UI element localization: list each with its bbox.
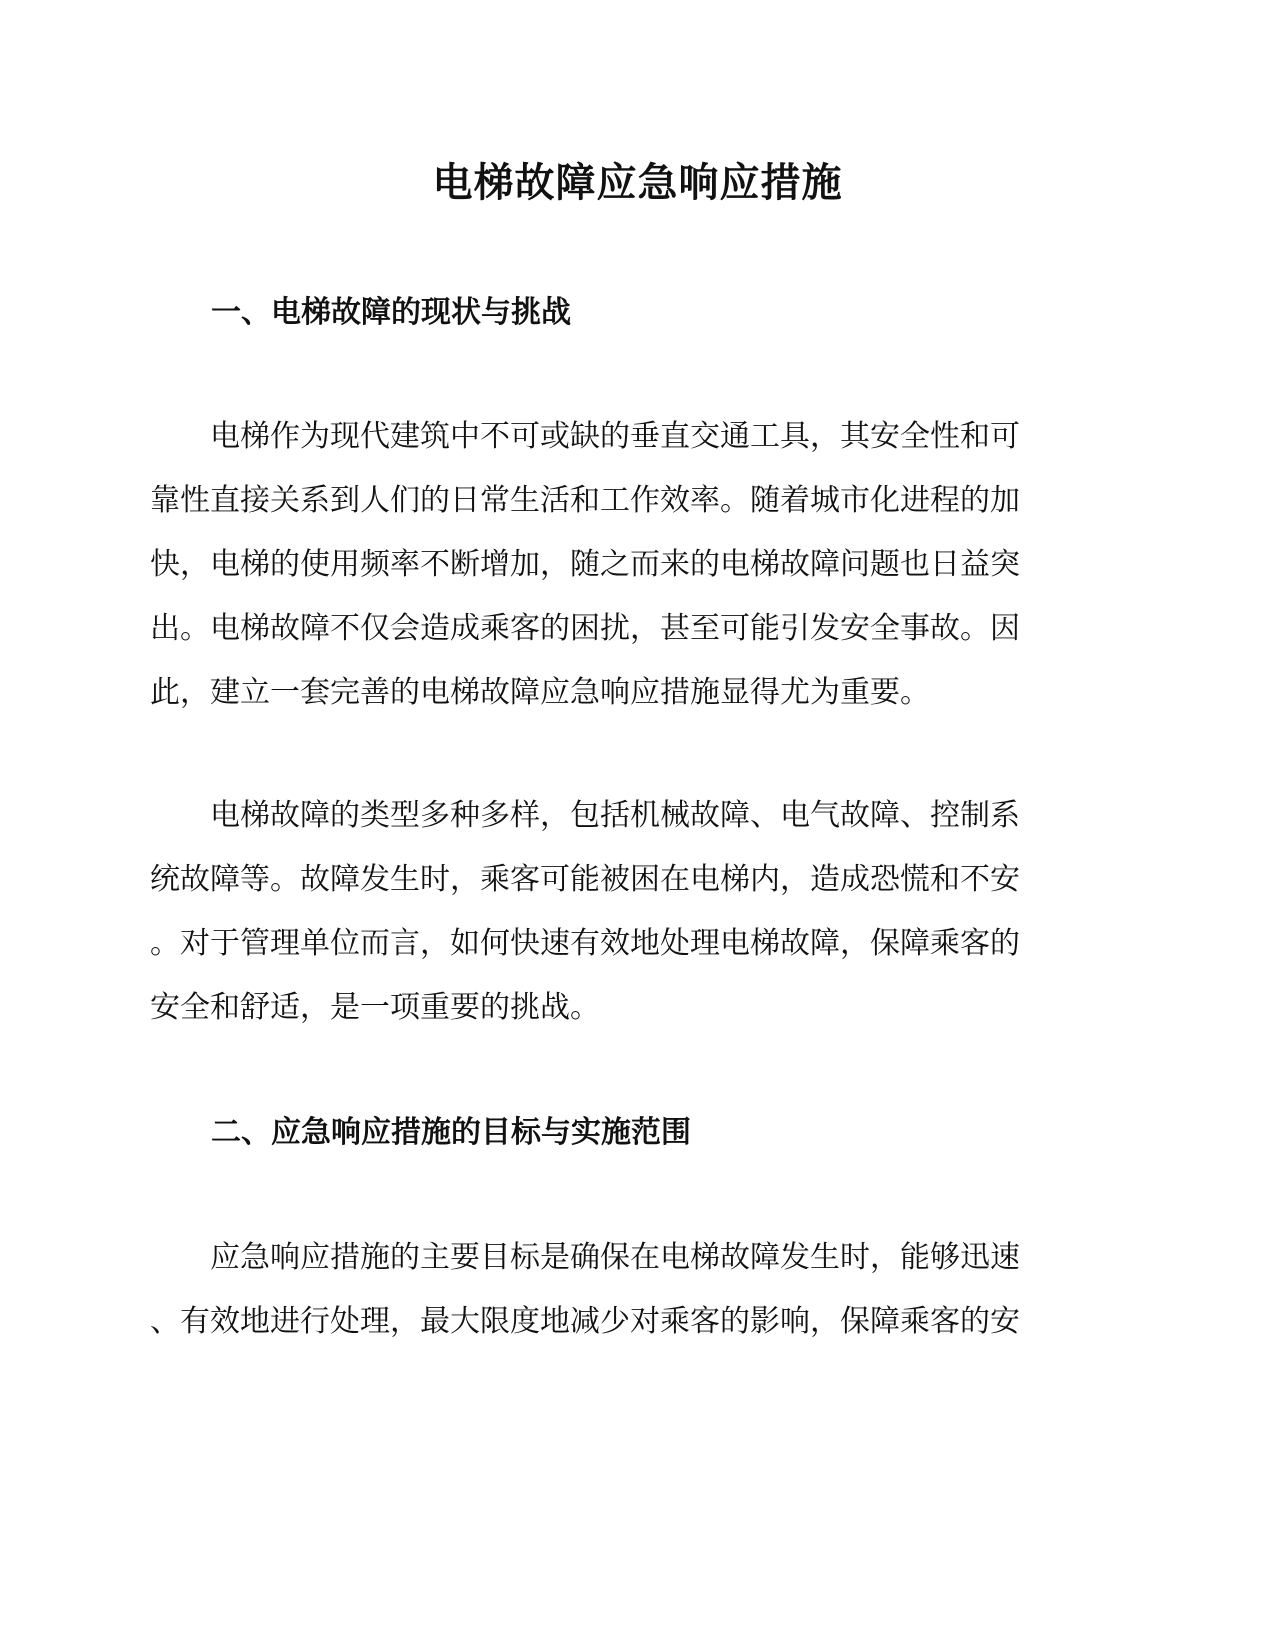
section-heading-2: 二、应急响应措施的目标与实施范围 <box>211 1115 691 1150</box>
paragraph-3 <box>150 1226 1110 1354</box>
paragraph-line: 、有效地进行处理，最大限度地减少对乘客的影响，保障乘客的安 <box>150 1304 1020 1339</box>
paragraph-line: 。对于管理单位而言，如何快速有效地处理电梯故障，保障乘客的 <box>150 926 1020 961</box>
document-title: 电梯故障应急响应措施 <box>432 160 843 206</box>
paragraph-line: 靠性直接关系到人们的日常生活和工作效率。随着城市化进程的加 <box>150 483 1020 518</box>
paragraph-1 <box>150 405 1110 725</box>
paragraph-line: 应急响应措施的主要目标是确保在电梯故障发生时，能够迅速 <box>210 1240 1020 1275</box>
paragraph-line: 此，建立一套完善的电梯故障应急响应措施显得尤为重要。 <box>150 675 930 710</box>
paragraph-line: 统故障等。故障发生时，乘客可能被困在电梯内，造成恐慌和不安 <box>150 862 1020 897</box>
paragraph-2 <box>150 784 1110 1040</box>
section-heading-1: 一、电梯故障的现状与挑战 <box>211 295 571 330</box>
paragraph-line: 快，电梯的使用频率不断增加，随之而来的电梯故障问题也日益突 <box>150 547 1020 582</box>
paragraph-line: 出。电梯故障不仅会造成乘客的困扰，甚至可能引发安全事故。因 <box>150 611 1020 646</box>
paragraph-line: 电梯作为现代建筑中不可或缺的垂直交通工具，其安全性和可 <box>210 419 1020 454</box>
paragraph-line: 电梯故障的类型多种多样，包括机械故障、电气故障、控制系 <box>210 798 1020 833</box>
paragraph-line: 安全和舒适，是一项重要的挑战。 <box>150 990 600 1025</box>
